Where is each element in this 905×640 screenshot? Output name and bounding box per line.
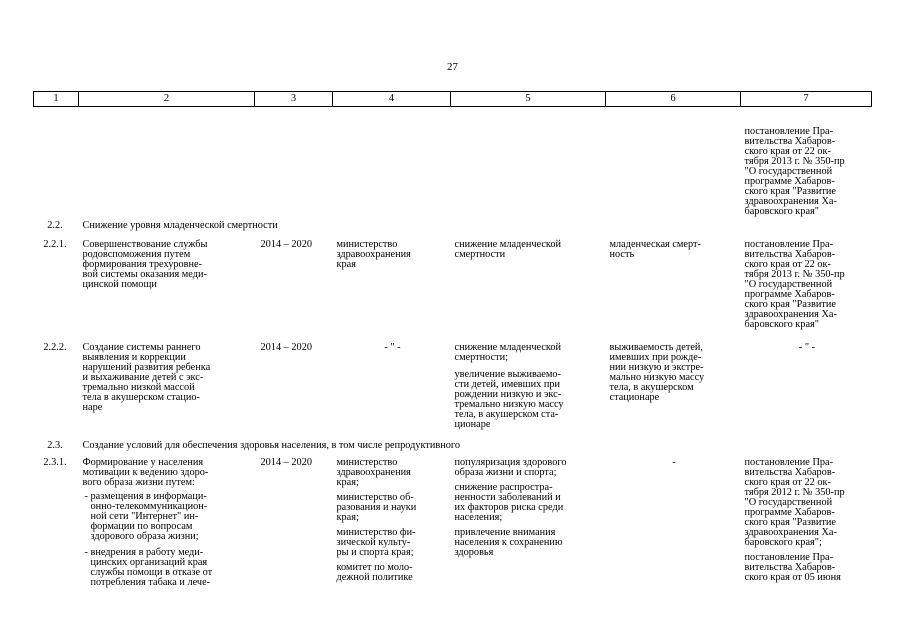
period: 2014 – 2020: [260, 239, 312, 250]
column-number-row: [34, 92, 872, 107]
measures-table: [33, 91, 872, 588]
column-number: 5: [451, 92, 606, 107]
table-row: [34, 107, 872, 220]
executor: - " -: [384, 342, 401, 353]
table-row: [34, 335, 872, 439]
executor: министерство здравоохранения края: [336, 239, 411, 270]
legal-basis: постановление Пра- вительства Хабаров- ского края от 22 ок- тября 2013 г. № 350-пр "О государственной программе Хабаров- ского края "Развитие здравоохранения Ха- баровского края": [744, 126, 845, 217]
column-number: 6: [606, 92, 741, 107]
period: 2014 – 2020: [260, 457, 312, 468]
indicator: выживаемость детей, имевших при рожде- нии низкую и экстре- мально низкую массу тела, в акушерском стационаре: [609, 342, 705, 403]
legal-basis: постановление Пра- вительства Хабаров- ского края от 05 июня: [744, 552, 841, 583]
column-number: 2: [79, 92, 255, 107]
table-row: [34, 231, 872, 335]
section-row: [34, 219, 872, 231]
item-number: 2.2.2.: [43, 342, 67, 353]
table-row: [34, 451, 872, 588]
executor: министерство фи- зической культу- ры и спорта края;: [336, 527, 416, 558]
section-number: 2.3.: [47, 440, 63, 451]
section-row: [34, 439, 872, 451]
column-number: 1: [34, 92, 79, 107]
section-number: 2.2.: [47, 220, 63, 231]
period: 2014 – 2020: [260, 342, 312, 353]
executor: министерство здравоохранения края;: [336, 457, 411, 488]
expected-result: снижение распростра- ненности заболеваний и их факторов риска среди населения;: [454, 482, 564, 523]
legal-basis: постановление Пра- вительства Хабаров- ского края от 22 ок- тября 2012 г. № 350-пр "О государственной программе Хабаров- ского края "Развитие здравоохранения Ха- баровского края";: [744, 457, 845, 548]
page-number: 27: [447, 61, 458, 73]
indicator: -: [672, 457, 676, 468]
measure-name: Формирование у населения мотивации к ведению здоро- вого образа жизни путем:: [82, 457, 209, 488]
measure-bullet: - размещения в информаци- онно-телекоммуникацион- ной сети "Интернет" ин- формации по вопросам здорового образа жизни;: [84, 491, 208, 542]
expected-result: увеличение выживаемо- сти детей, имевших при рождении низкую и экс- тремально низкую массу тела, в акушерском ста- ционаре: [454, 369, 564, 430]
section-title: Снижение уровня младенческой смертности: [82, 220, 278, 231]
column-number: 7: [741, 92, 872, 107]
executor: министерство об- разования и науки края;: [336, 492, 417, 523]
expected-result: снижение младенческой смертности: [454, 239, 562, 260]
expected-result: привлечение внимания населения к сохранению здоровья: [454, 527, 563, 558]
item-number: 2.3.1.: [43, 457, 67, 468]
measure-name: Создание системы раннего выявления и коррекции нарушений развития ребенка и выхаживание детей с экс- тремально низкой массой тела в акушерском стацио- наре: [82, 342, 211, 413]
column-number: 4: [333, 92, 451, 107]
legal-basis: - " -: [798, 342, 816, 353]
expected-result: снижение младенческой смертности;: [454, 342, 562, 363]
executor: комитет по моло- дежной политике: [336, 562, 413, 583]
measure-bullet: - внедрения в работу меди- цинских организаций края службы помощи в отказе от потребления табака и лече-: [84, 547, 213, 588]
item-number: 2.2.1.: [43, 239, 67, 250]
indicator: младенческая смерт- ность: [609, 239, 701, 260]
section-title: Создание условий для обеспечения здоровья населения, в том числе репродуктивного: [82, 440, 460, 451]
expected-result: популяризация здорового образа жизни и спорта;: [454, 457, 567, 478]
measure-name: Совершенствование службы родовспоможения путем формирования трехуровне- вой системы оказания меди- цинской помощи: [82, 239, 208, 290]
column-number: 3: [255, 92, 333, 107]
legal-basis: постановление Пра- вительства Хабаров- ского края от 22 ок- тября 2013 г. № 350-пр "О государственной программе Хабаров- ского края "Развитие здравоохранения Ха- баровского края": [744, 239, 845, 330]
